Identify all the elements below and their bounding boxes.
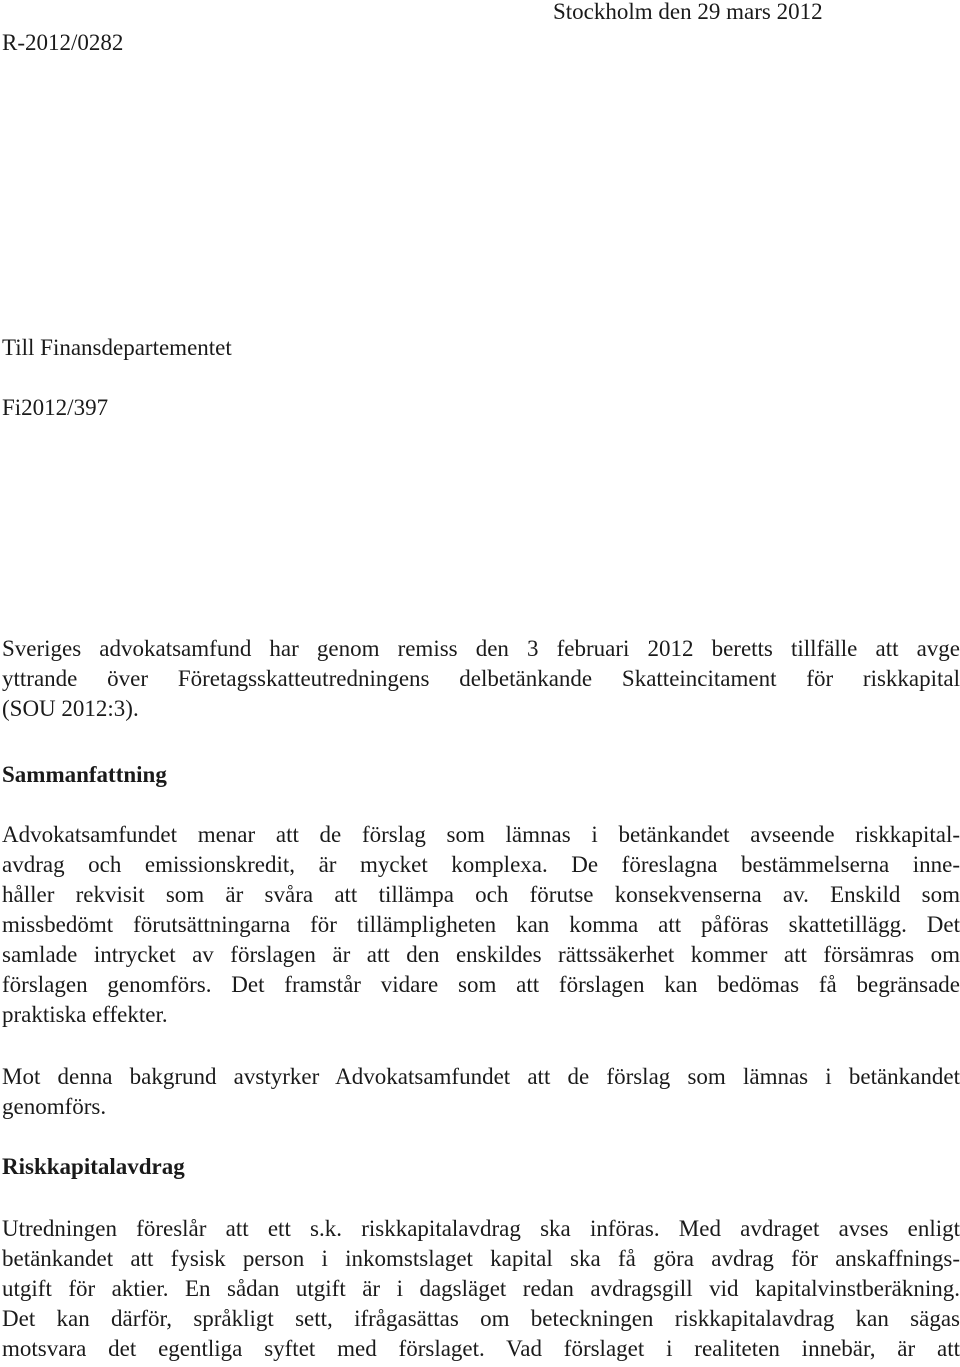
risk-line: motsvara det egentliga syftet med förslaget. Vad förslaget i realiteten innebär, är att: [2, 1336, 960, 1361]
summary-heading: Sammanfattning: [2, 762, 167, 787]
risk-paragraph: [2, 1214, 960, 1364]
risk-heading: Riskkapitalavdrag: [2, 1154, 185, 1179]
risk-line: Utredningen föreslår att ett s.k. riskkapitalavdrag ska införas. Med avdraget avses enligt: [2, 1216, 960, 1241]
risk-line: betänkandet att fysisk person i inkomstslaget kapital ska få göra avdrag för anskaffnings-: [2, 1246, 960, 1271]
summary-line: avdrag och emissionskredit, är mycket komplexa. De föreslagna bestämmelserna inne-: [2, 852, 960, 877]
letter-date: Stockholm den 29 mars 2012: [553, 0, 823, 24]
reference-number: R-2012/0282: [2, 30, 124, 55]
intro-line: (SOU 2012:3).: [2, 696, 139, 721]
intro-line: Sveriges advokatsamfund har genom remiss den 3 februari 2012 beretts tillfälle att avge: [2, 636, 960, 661]
summary-line: Advokatsamfundet menar att de förslag som lämnas i betänkandet avseende riskkapital-: [2, 822, 960, 847]
conclusion-line: genomförs.: [2, 1094, 107, 1119]
risk-line: utgift för aktier. En sådan utgift är i dagsläget redan avdragsgill vid kapitalvinstberäkning.: [2, 1276, 960, 1301]
conclusion-paragraph: [2, 1062, 960, 1122]
recipient: Till Finansdepartementet: [2, 335, 232, 360]
intro-line: yttrande över Företagsskatteutredningens delbetänkande Skatteincitament för riskkapital: [2, 666, 960, 691]
summary-paragraph: [2, 820, 960, 1030]
summary-line: samlade intrycket av förslagen är att den enskildes rättssäkerhet kommer att försämras om: [2, 942, 960, 967]
risk-line: Det kan därför, språkligt sett, ifrågasättas om beteckningen riskkapitalavdrag kan sägas: [2, 1306, 960, 1331]
conclusion-line: Mot denna bakgrund avstyrker Advokatsamfundet att de förslag som lämnas i betänkandet: [2, 1064, 960, 1089]
summary-line: missbedömt förutsättningarna för tillämpligheten kan komma att påföras skattetillägg. Det: [2, 912, 960, 937]
diary-number: Fi2012/397: [2, 395, 109, 420]
summary-line: praktiska effekter.: [2, 1002, 168, 1027]
summary-line: håller rekvisit som är svåra att tillämpa och förutse konsekvenserna av. Enskild som: [2, 882, 960, 907]
summary-line: förslagen genomförs. Det framstår vidare som att förslagen kan bedömas få begränsade: [2, 972, 960, 997]
intro-paragraph: [2, 634, 960, 724]
